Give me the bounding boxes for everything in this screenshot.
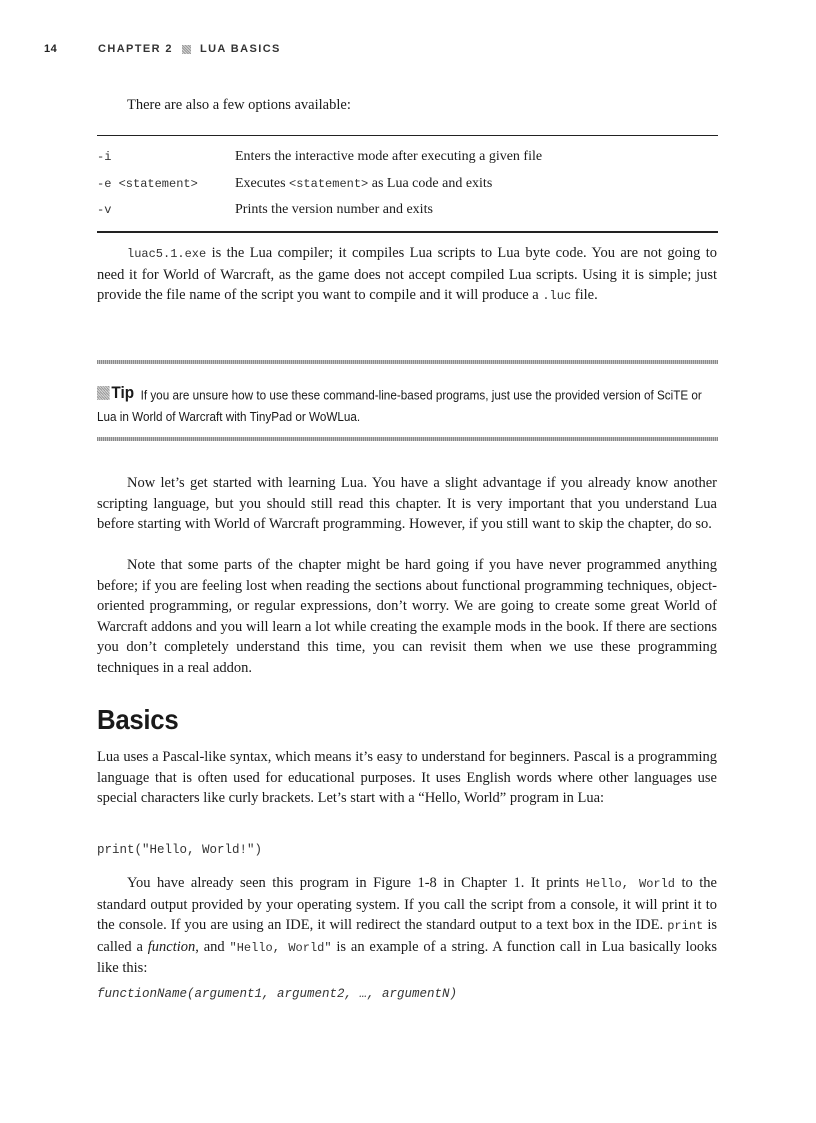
option-flag: -e <statement> [97, 176, 198, 191]
tip-text: Tip If you are unsure how to use these command-line-based programs, just use the provided version of SciTE or Lua in World of Warcraft with TinyPad or WoWLua. [97, 383, 702, 424]
options-table [97, 135, 718, 233]
option-row [97, 171, 718, 198]
running-header [98, 43, 281, 55]
note-paragraph: Note that some parts of the chapter might be hard going if you have never programmed anything before; if you are feeling lost when reading the sections about functional programming techniques, object-oriented programming, or regular expressions, don’t worry. We are going to create some great World of Warcraft addons and you will learn a lot while creating the example mods in the book. If there are sections you don’t completely understand this time, you can revisit them when we use these programming techniques in a real addon. [97, 557, 717, 676]
luac-paragraph: luac5.1.exe is the Lua compiler; it compiles Lua scripts to Lua byte code. You are not going to need it for World of Warcraft, as the game does not accept compiled Lua scripts. Using it is simple; just provide the file name of the script you want to compile and it will produce a .luc file. [97, 245, 717, 304]
section-heading: Basics [97, 704, 179, 735]
tip-box [97, 360, 718, 440]
code-function-call: functionName(argument1, argument2, …, argumentN) [97, 987, 458, 1001]
code-hello-world: print("Hello, World!") [97, 843, 263, 857]
tip-label: Tip [97, 382, 134, 403]
option-flag: -i [97, 150, 112, 165]
option-description: Enters the interactive mode after executing a given file [235, 149, 543, 165]
chapter-label: CHAPTER 2 [98, 43, 173, 55]
option-description: Prints the version number and exits [235, 202, 433, 218]
page-number: 14 [44, 43, 58, 55]
chapter-title: LUA BASICS [199, 43, 281, 55]
hello-paragraph: You have already seen this program in Figure 1-8 in Chapter 1. It prints Hello, World to the standard output provided by your operating system. If you call the script from a console, it will print it to the console. If you are using an IDE, it will redirect the standard output to a text box in the IDE. print is called a function, and "Hello, World" is an example of a string. A function call in Lua basically looks like this: [97, 875, 718, 977]
tip-top-rule [97, 360, 718, 364]
tip-bottom-rule [97, 437, 718, 441]
basics-paragraph: Lua uses a Pascal-like syntax, which means it’s easy to understand for beginners. Pascal is a programming language that is often used for educational purposes. It uses English words where other languages use special characters like curly brackets. Let’s start with a “Hello, World” program in Lua: [97, 749, 717, 807]
tip-square-icon [97, 386, 110, 400]
intro-paragraph: Now let’s get started with learning Lua. You have a slight advantage if you already know another scripting language, but you should still read this chapter. It is very important that you understand Lua before starting with World of Warcraft programming. However, if you still want to skip the chapter, do so. [97, 475, 717, 533]
option-row [97, 144, 718, 171]
option-description: Executes <statement> as Lua code and exits [235, 175, 493, 191]
option-row [97, 197, 718, 224]
option-flag: -v [97, 203, 112, 218]
intro-text: There are also a few options available: [127, 97, 351, 113]
square-bullet-icon [182, 45, 191, 54]
